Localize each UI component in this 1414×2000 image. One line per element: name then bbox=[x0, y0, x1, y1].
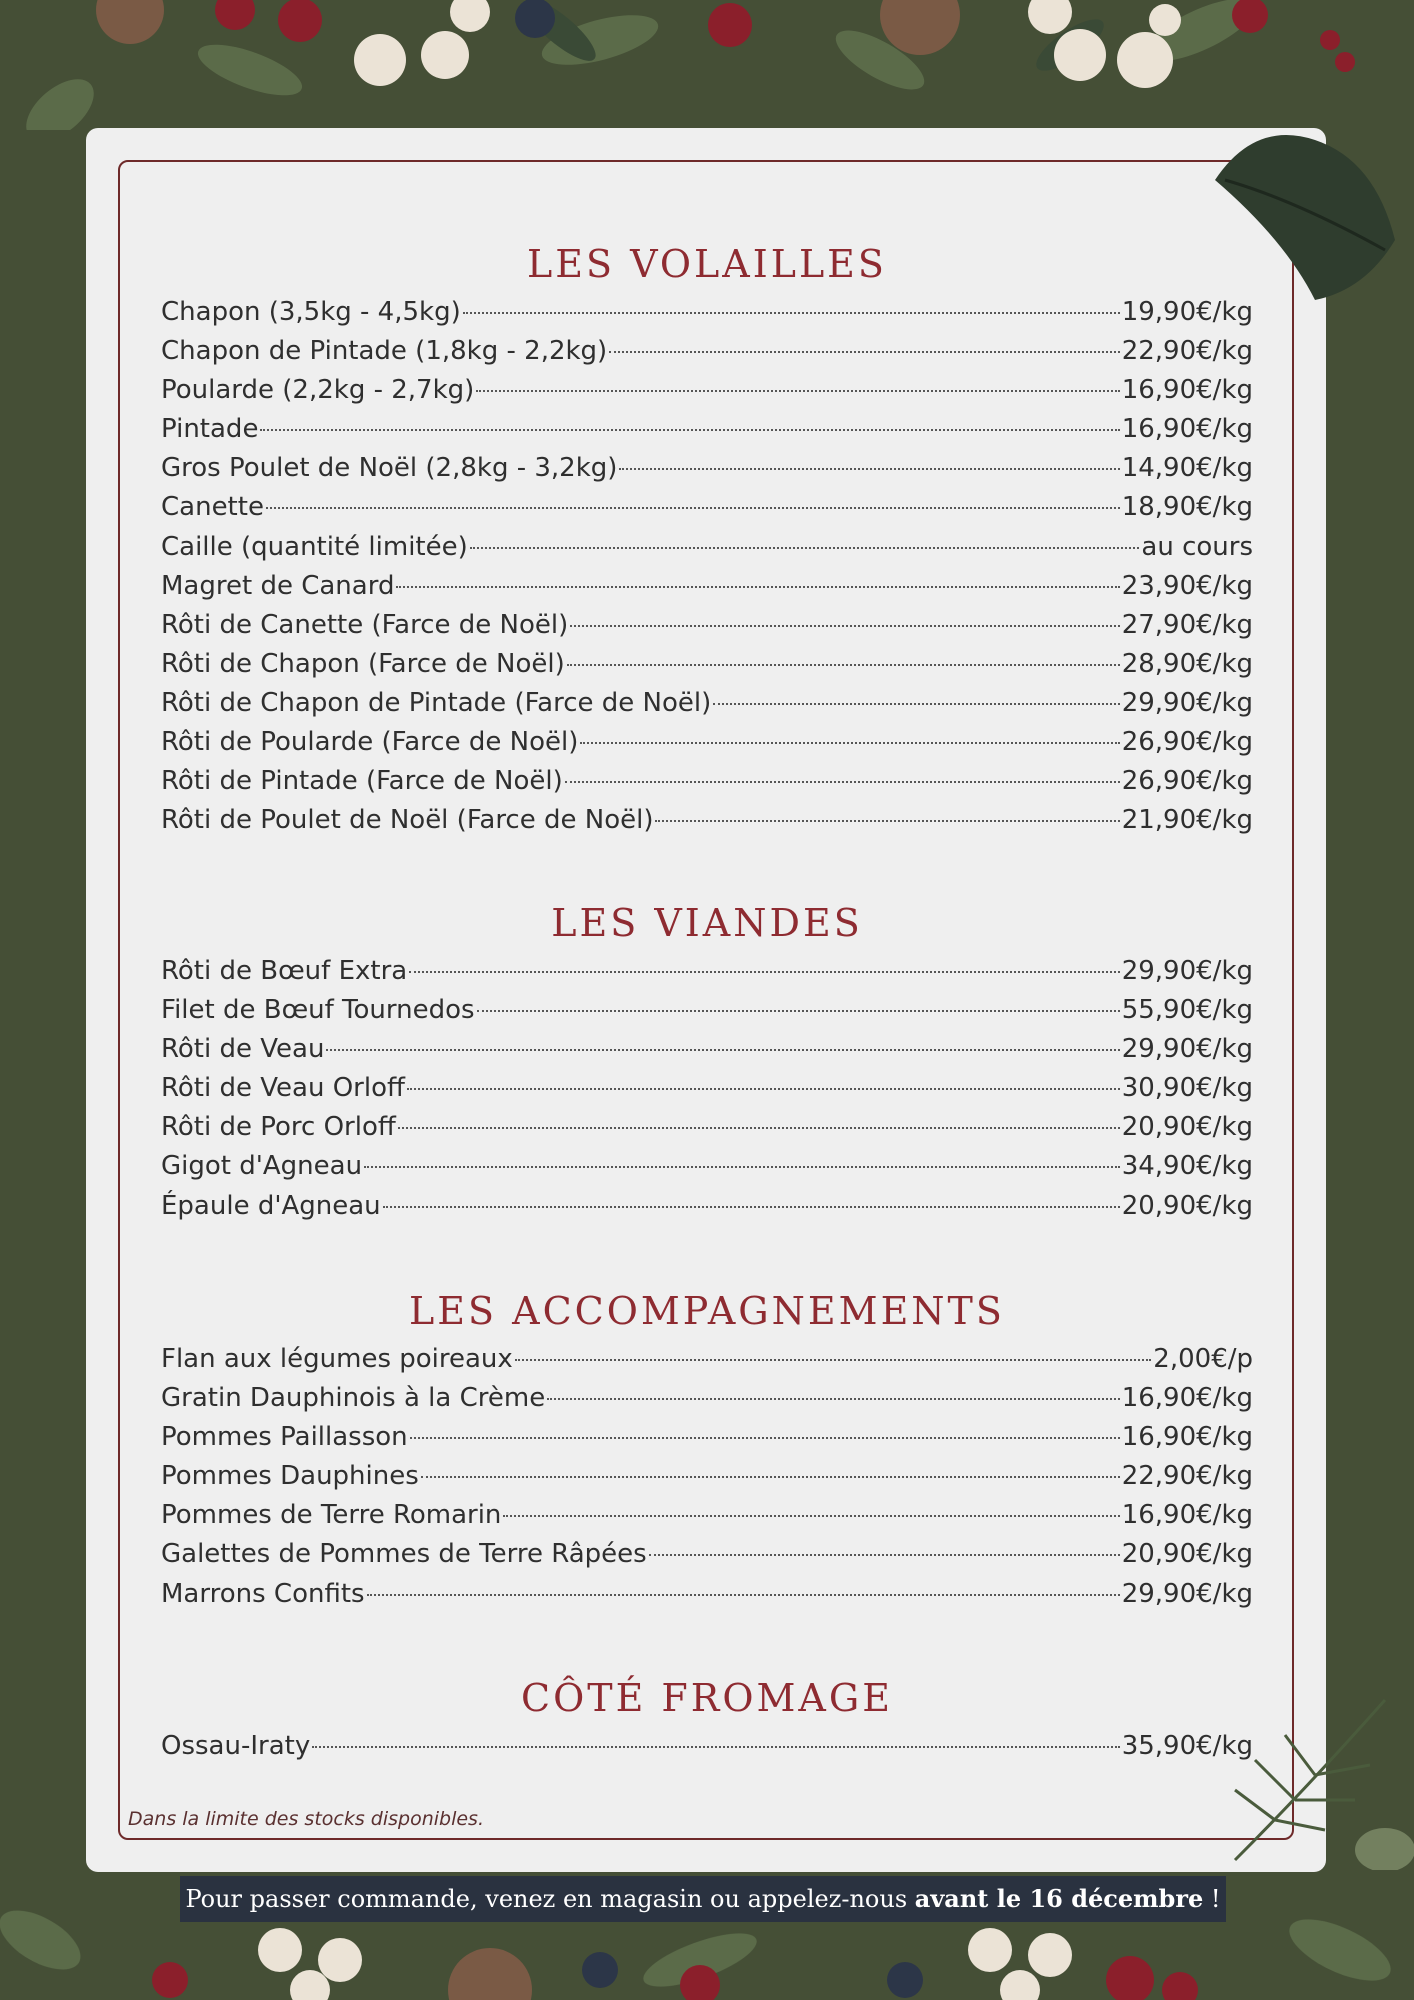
item-price: 29,90€/kg bbox=[1121, 1578, 1253, 1609]
top-botanical-decoration bbox=[0, 0, 1414, 130]
item-price: 16,90€/kg bbox=[1121, 1500, 1253, 1531]
dot-leader bbox=[477, 1010, 1120, 1012]
item-name: Marrons Confits bbox=[161, 1578, 365, 1609]
dot-leader bbox=[407, 1088, 1120, 1090]
dot-leader bbox=[410, 1437, 1120, 1439]
order-suffix: ! bbox=[1203, 1885, 1221, 1913]
section-fromage bbox=[161, 1665, 1253, 1770]
item-name: Rôti de Poularde (Farce de Noël) bbox=[161, 727, 579, 758]
dot-leader bbox=[476, 390, 1119, 392]
item-name: Rôti de Bœuf Extra bbox=[161, 956, 408, 986]
item-price: 26,90€/kg bbox=[1121, 766, 1253, 797]
item-price: 35,90€/kg bbox=[1121, 1731, 1253, 1761]
item-name: Rôti de Chapon de Pintade (Farce de Noël) bbox=[161, 687, 712, 718]
menu-item bbox=[161, 1151, 1253, 1190]
dot-leader bbox=[463, 312, 1120, 314]
item-name: Pommes Dauphines bbox=[161, 1461, 419, 1492]
dot-leader bbox=[421, 1476, 1120, 1478]
item-price: au cours bbox=[1141, 531, 1253, 562]
dot-leader bbox=[713, 703, 1119, 705]
dot-leader bbox=[470, 547, 1140, 549]
item-name: Gros Poulet de Noël (2,8kg - 3,2kg) bbox=[161, 453, 618, 484]
menu-item bbox=[161, 1579, 1253, 1618]
item-name: Rôti de Chapon (Farce de Noël) bbox=[161, 648, 565, 679]
menu-item bbox=[161, 453, 1253, 492]
menu-item bbox=[161, 649, 1253, 688]
dot-leader bbox=[312, 1746, 1119, 1748]
dot-leader bbox=[580, 742, 1119, 744]
stock-note: Dans la limite des stocks disponibles. bbox=[128, 1808, 484, 1830]
item-price: 16,90€/kg bbox=[1121, 1422, 1253, 1453]
menu-item bbox=[161, 995, 1253, 1034]
menu-item bbox=[161, 1539, 1253, 1578]
item-price: 20,90€/kg bbox=[1121, 1539, 1253, 1570]
menu-item bbox=[161, 336, 1253, 375]
menu-item bbox=[161, 1191, 1253, 1230]
dot-leader bbox=[655, 820, 1119, 822]
item-price: 19,90€/kg bbox=[1121, 297, 1253, 327]
item-price: 16,90€/kg bbox=[1121, 414, 1253, 445]
section-title: LES VIANDES bbox=[551, 901, 863, 945]
menu-item bbox=[161, 766, 1253, 805]
item-name: Pommes de Terre Romarin bbox=[161, 1500, 502, 1531]
menu-item bbox=[161, 688, 1253, 727]
dot-leader bbox=[619, 468, 1119, 470]
dot-leader bbox=[383, 1206, 1120, 1208]
menu-item bbox=[161, 1073, 1253, 1112]
item-price: 29,90€/kg bbox=[1121, 956, 1253, 986]
item-price: 27,90€/kg bbox=[1121, 609, 1253, 640]
menu-item bbox=[161, 1112, 1253, 1151]
item-name: Chapon (3,5kg - 4,5kg) bbox=[161, 297, 461, 327]
menu-item bbox=[161, 610, 1253, 649]
dot-leader bbox=[260, 429, 1119, 431]
item-price: 30,90€/kg bbox=[1121, 1073, 1253, 1104]
section-accompagnements bbox=[161, 1278, 1253, 1618]
item-price: 22,90€/kg bbox=[1121, 1461, 1253, 1492]
dot-leader bbox=[326, 1049, 1119, 1051]
item-name: Pommes Paillasson bbox=[161, 1422, 408, 1453]
menu-item bbox=[161, 727, 1253, 766]
item-price: 29,90€/kg bbox=[1121, 1034, 1253, 1065]
section-title: LES ACCOMPAGNEMENTS bbox=[409, 1289, 1005, 1333]
item-name: Filet de Bœuf Tournedos bbox=[161, 995, 475, 1026]
item-name: Rôti de Veau Orloff bbox=[161, 1073, 405, 1104]
item-price: 55,90€/kg bbox=[1121, 995, 1253, 1026]
item-name: Gigot d'Agneau bbox=[161, 1151, 363, 1182]
dot-leader bbox=[364, 1166, 1120, 1168]
item-name: Magret de Canard bbox=[161, 570, 395, 601]
dot-leader bbox=[567, 664, 1120, 666]
item-name: Rôti de Porc Orloff bbox=[161, 1112, 396, 1143]
dot-leader bbox=[409, 971, 1119, 973]
menu-item bbox=[161, 492, 1253, 531]
item-name: Pintade bbox=[161, 414, 259, 445]
item-name: Chapon de Pintade (1,8kg - 2,2kg) bbox=[161, 336, 608, 367]
dot-leader bbox=[609, 351, 1120, 353]
item-name: Caille (quantité limitée) bbox=[161, 531, 468, 562]
item-name: Rôti de Veau bbox=[161, 1034, 325, 1065]
menu-item bbox=[161, 375, 1253, 414]
menu-item bbox=[161, 1034, 1253, 1073]
item-price: 20,90€/kg bbox=[1121, 1112, 1253, 1143]
menu-item bbox=[161, 297, 1253, 336]
dot-leader bbox=[649, 1554, 1120, 1556]
item-price: 28,90€/kg bbox=[1121, 648, 1253, 679]
menu-card bbox=[86, 128, 1326, 1872]
menu-item bbox=[161, 1344, 1253, 1383]
item-price: 29,90€/kg bbox=[1121, 687, 1253, 718]
dot-leader bbox=[396, 586, 1119, 588]
item-price: 16,90€/kg bbox=[1121, 375, 1253, 406]
item-price: 34,90€/kg bbox=[1121, 1151, 1253, 1182]
item-name: Rôti de Canette (Farce de Noël) bbox=[161, 609, 569, 640]
menu-item bbox=[161, 571, 1253, 610]
holly-leaf-icon bbox=[1195, 120, 1405, 310]
section-viandes bbox=[161, 890, 1253, 1230]
dot-leader bbox=[367, 1594, 1120, 1596]
item-name: Rôti de Poulet de Noël (Farce de Noël) bbox=[161, 805, 654, 836]
menu-item bbox=[161, 1500, 1253, 1539]
menu-item bbox=[161, 1461, 1253, 1500]
dot-leader bbox=[570, 625, 1119, 627]
item-price: 23,90€/kg bbox=[1121, 570, 1253, 601]
item-name: Épaule d'Agneau bbox=[161, 1190, 381, 1221]
item-price: 2,00€/p bbox=[1153, 1344, 1253, 1374]
item-price: 20,90€/kg bbox=[1121, 1190, 1253, 1221]
item-price: 14,90€/kg bbox=[1121, 453, 1253, 484]
menu-item bbox=[161, 532, 1253, 571]
dot-leader bbox=[398, 1127, 1120, 1129]
dot-leader bbox=[503, 1515, 1119, 1517]
dot-leader bbox=[515, 1359, 1151, 1361]
order-text: Pour passer commande, venez en magasin ou appelez-nous bbox=[185, 1885, 915, 1913]
menu-item bbox=[161, 1383, 1253, 1422]
item-price: 18,90€/kg bbox=[1121, 492, 1253, 523]
item-price: 22,90€/kg bbox=[1121, 336, 1253, 367]
item-name: Canette bbox=[161, 492, 264, 523]
pine-sprig-icon bbox=[1215, 1690, 1414, 1870]
menu-item bbox=[161, 805, 1253, 844]
menu-item bbox=[161, 414, 1253, 453]
item-name: Ossau-Iraty bbox=[161, 1731, 311, 1761]
menu-item bbox=[161, 1731, 1253, 1770]
menu-item bbox=[161, 1422, 1253, 1461]
menu-item bbox=[161, 956, 1253, 995]
item-price: 16,90€/kg bbox=[1121, 1383, 1253, 1414]
item-name: Flan aux légumes poireaux bbox=[161, 1344, 513, 1374]
item-name: Gratin Dauphinois à la Crème bbox=[161, 1383, 546, 1414]
dot-leader bbox=[565, 781, 1120, 783]
dot-leader bbox=[547, 1398, 1120, 1400]
item-name: Poularde (2,2kg - 2,7kg) bbox=[161, 375, 475, 406]
order-banner bbox=[180, 1876, 1226, 1922]
item-price: 26,90€/kg bbox=[1121, 727, 1253, 758]
section-title: CÔTÉ FROMAGE bbox=[521, 1676, 893, 1720]
order-deadline: avant le 16 décembre bbox=[914, 1884, 1204, 1913]
section-title: LES VOLAILLES bbox=[527, 242, 887, 286]
dot-leader bbox=[266, 507, 1120, 509]
item-name: Rôti de Pintade (Farce de Noël) bbox=[161, 766, 563, 797]
item-price: 21,90€/kg bbox=[1121, 805, 1253, 836]
item-name: Galettes de Pommes de Terre Râpées bbox=[161, 1539, 647, 1570]
section-volailles bbox=[161, 231, 1253, 844]
